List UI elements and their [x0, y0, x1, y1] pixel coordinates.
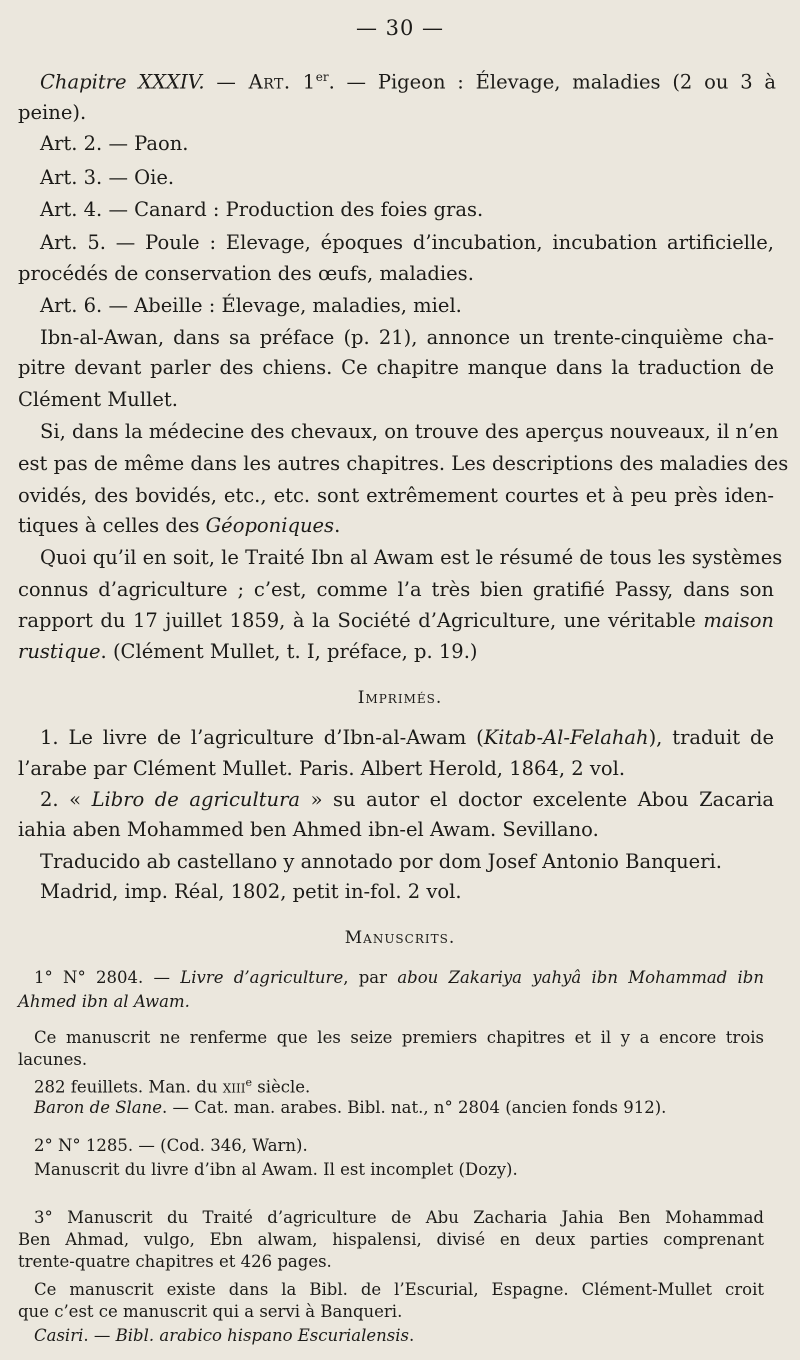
- century-numeral: xiii: [222, 1077, 246, 1097]
- text-run: . — Cat. man. arabes. Bibl. nat., n° 2804 (ancien fonds 912).: [162, 1098, 667, 1117]
- text-run: 1° N° 2804. —: [34, 968, 181, 987]
- paragraph-1-line-2: pitre devant parler des chiens. Ce chapitre manque dans la traduction de: [18, 356, 774, 379]
- chapter-title: Chapitre XXXIV.: [40, 70, 205, 94]
- manuscrit-2-line-2: Manuscrit du livre d’ibn al Awam. Il est incomplet (Dozy).: [34, 1160, 518, 1179]
- imprime-1-line-1: [40, 726, 774, 749]
- manuscrit-3-line-3: trente-quatre chapitres et 426 pages.: [18, 1252, 332, 1271]
- paragraph-1-line-3: Clément Mullet.: [18, 388, 178, 411]
- manuscrit-1-line-2: Ahmed ibn al Awam.: [18, 992, 190, 1011]
- manuscrit-3-line-1: 3° Manuscrit du Traité d’agriculture de Abu Zacharia Jahia Ben Mohammad: [34, 1208, 764, 1227]
- superscript: er: [315, 70, 329, 84]
- imprime-1-line-2: l’arabe par Clément Mullet. Paris. Albert Herold, 1864, 2 vol.: [18, 757, 626, 780]
- article-2: Art. 2. — Paon.: [40, 132, 189, 155]
- imprimes-heading: Imprimés.: [357, 688, 443, 708]
- article-5-line-2: procédés de conservation des œufs, maladies.: [18, 262, 474, 285]
- imprime-2-line-2: iahia aben Mohammed ben Ahmed ibn-el Awam. Sevillano.: [18, 818, 599, 841]
- article-6: Art. 6. — Abeille : Élevage, maladies, miel.: [40, 294, 462, 317]
- text-run: rapport du 17 juillet 1859, à la Société d’Agriculture, une véritable: [18, 609, 704, 632]
- article-3: Art. 3. — Oie.: [40, 166, 175, 189]
- paragraph-3-line-2: connus d’agriculture ; c’est, comme l’a très bien gratifié Passy, dans son: [18, 578, 774, 601]
- paragraph-3-line-3: [18, 609, 774, 632]
- superscript: e: [245, 1076, 252, 1089]
- manuscrit-1-line-4: lacunes.: [18, 1050, 88, 1069]
- manuscrit-1-line-6: [34, 1098, 666, 1117]
- italic-author: abou Zakariya yahyâ ibn Mohammad ibn: [397, 968, 764, 987]
- italic-term: rustique: [18, 640, 101, 663]
- chapter-line-2: peine).: [18, 101, 87, 124]
- text-run: . (Clément Mullet, t. I, préface, p. 19.): [100, 640, 478, 663]
- manuscrits-heading: Manuscrits.: [344, 928, 456, 948]
- paragraph-1-line-1: Ibn-al-Awan, dans sa préface (p. 21), annonce un trente-cinquième cha-: [40, 326, 774, 349]
- manuscrit-1-line-3: Ce manuscrit ne renferme que les seize premiers chapitres et il y a encore trois: [34, 1028, 764, 1047]
- manuscrit-3-line-5: que c’est ce manuscrit qui a servi à Banqueri.: [18, 1302, 403, 1321]
- article-5-line-1: Art. 5. — Poule : Elevage, époques d’incubation, incubation artificielle,: [40, 231, 774, 254]
- imprime-2-line-4: Madrid, imp. Réal, 1802, petit in-fol. 2 vol.: [40, 880, 462, 903]
- paragraph-2-line-4: [18, 514, 340, 537]
- italic-author: Baron de Slane: [34, 1098, 163, 1117]
- paragraph-2-line-3: ovidés, des bovidés, etc., etc. sont extrêmement courtes et à peu près iden-: [18, 484, 774, 507]
- paragraph-3-line-4: [18, 640, 478, 663]
- text-run: 282 feuillets. Man. du: [34, 1077, 223, 1097]
- paragraph-3-line-1: Quoi qu’il en soit, le Traité Ibn al Awam est le résumé de tous les systèmes: [40, 546, 783, 569]
- manuscrit-2-line-1: 2° N° 1285. — (Cod. 346, Warn).: [34, 1136, 308, 1155]
- text-run: . —: [83, 1326, 116, 1345]
- article-label: — Art. 1: [216, 70, 316, 94]
- italic-title: Livre d’agriculture: [180, 968, 344, 987]
- text-run: siècle.: [251, 1077, 311, 1097]
- text-run: .: [334, 514, 341, 537]
- italic-title: Géoponiques: [205, 514, 335, 537]
- text-run: .: [409, 1326, 415, 1345]
- italic-title: Kitab-Al-Felahah: [483, 726, 649, 749]
- text-run: , par: [343, 968, 398, 987]
- page-number: — 30 —: [355, 16, 445, 40]
- italic-title: Libro de agricultura: [91, 788, 301, 811]
- manuscrit-1-line-5: [34, 1076, 310, 1097]
- manuscrit-3-line-4: Ce manuscrit existe dans la Bibl. de l’Escurial, Espagne. Clément-Mullet croit: [34, 1280, 764, 1299]
- manuscrit-3-line-6: [34, 1326, 414, 1345]
- text-run: tiques à celles des: [18, 514, 206, 537]
- manuscrit-1-line-1: [34, 968, 764, 987]
- text-run: » su autor el doctor excelente Abou Zacaria: [300, 788, 775, 811]
- article-text: . — Pigeon : Élevage, maladies (2 ou 3 à: [328, 70, 777, 94]
- article-4: Art. 4. — Canard : Production des foies gras.: [40, 198, 484, 221]
- text-run: 1. Le livre de l’agriculture d’Ibn-al-Awam (: [40, 726, 484, 749]
- chapter-line-1: [40, 70, 776, 94]
- paragraph-2-line-1: Si, dans la médecine des chevaux, on trouve des aperçus nouveaux, il n’en: [40, 420, 779, 443]
- imprime-2-line-1: [40, 788, 774, 811]
- paragraph-2-line-2: est pas de même dans les autres chapitres. Les descriptions des maladies des: [18, 452, 789, 475]
- text-run: ), traduit de: [648, 726, 774, 749]
- text-run: 2. «: [40, 788, 92, 811]
- italic-author: Casiri: [34, 1326, 84, 1345]
- manuscrit-3-line-2: Ben Ahmad, vulgo, Ebn alwam, hispalensi, divisé en deux parties comprenant: [18, 1230, 764, 1249]
- italic-term: maison: [703, 609, 774, 632]
- italic-title: Bibl. arabico hispano Escurialensis: [115, 1326, 410, 1345]
- imprime-2-line-3: Traducido ab castellano y annotado por dom Josef Antonio Banqueri.: [40, 850, 722, 873]
